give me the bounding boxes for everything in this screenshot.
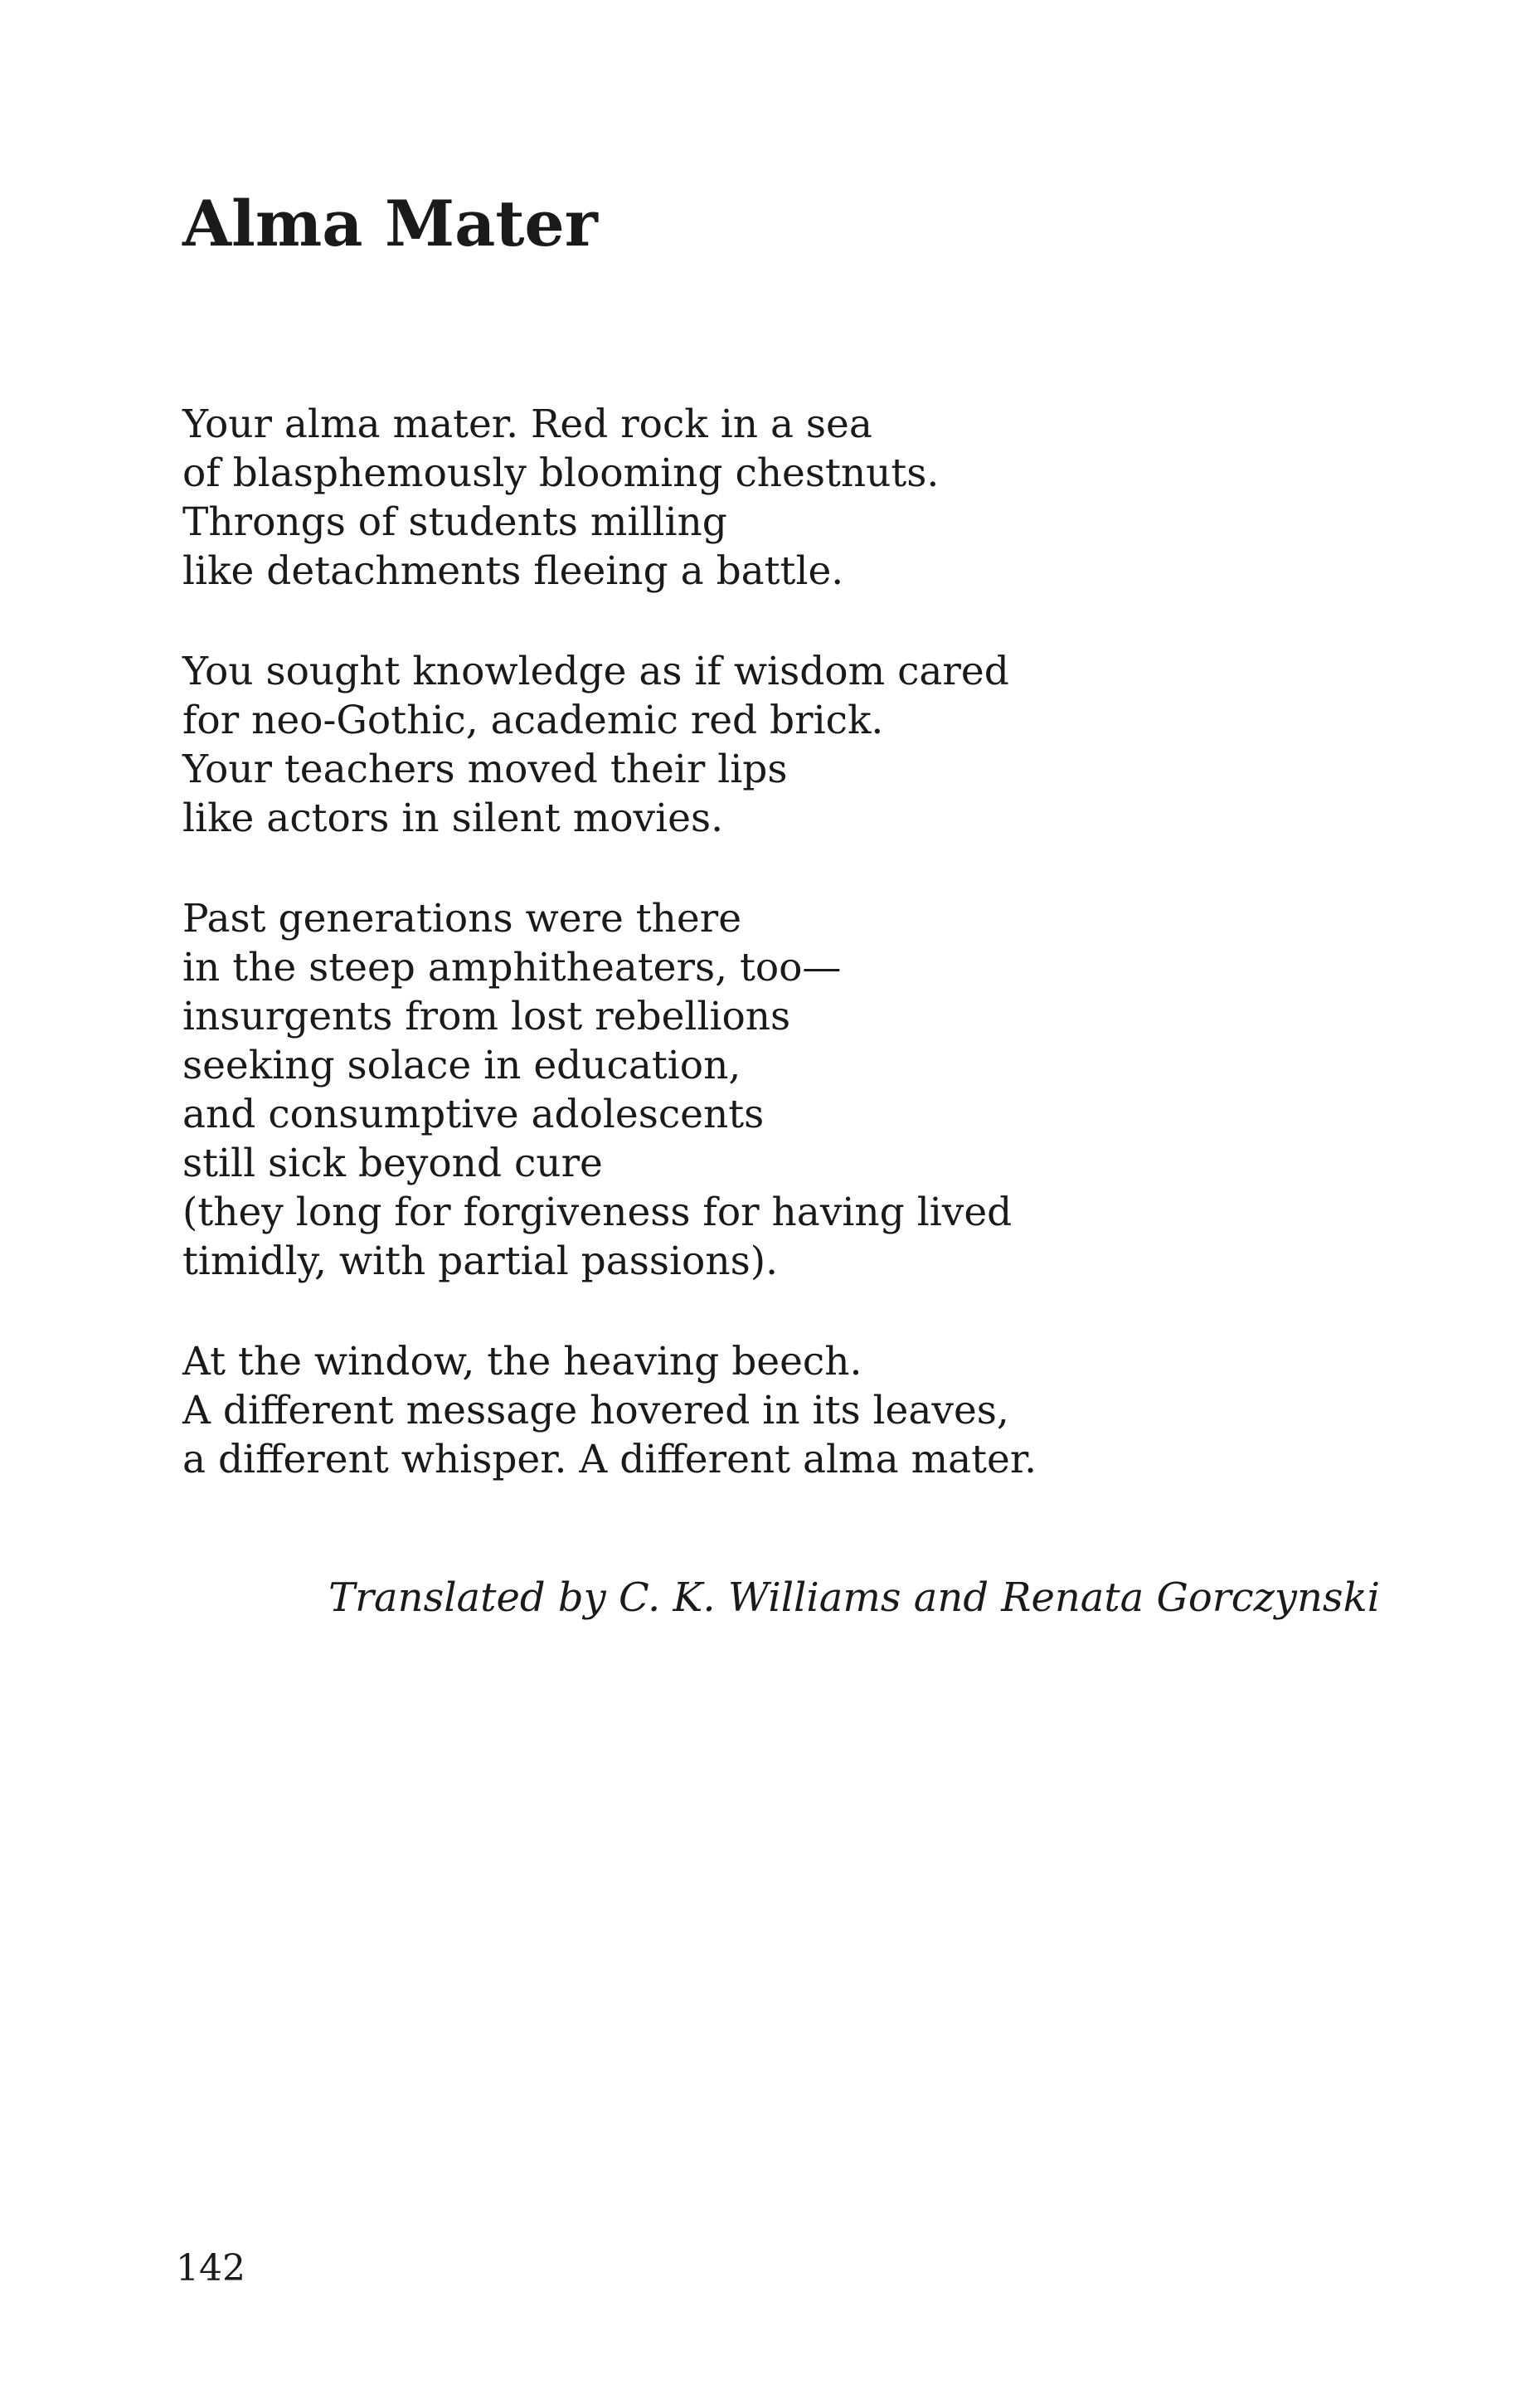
poem-line: Past generations were there [182,896,742,942]
poem-line: seeking solace in education, [182,1043,741,1088]
stanza-2 [182,647,1426,843]
poem-line: At the window, the heaving beech. [182,1339,862,1384]
poem-title: Alma Mater [182,187,598,260]
page-number: 142 [176,2247,245,2290]
poem-line: of blasphemously blooming chestnuts. [182,450,940,496]
poem-body [182,400,1426,1535]
poem-line: insurgents from lost rebellions [182,994,791,1039]
poem-line: Throngs of students milling [182,499,727,545]
poem-line: timidly, with partial passions). [182,1238,779,1284]
poem-line: like actors in silent movies. [182,796,724,841]
poem-line: (they long for forgiveness for having lived [182,1190,1013,1235]
poem-line: Your teachers moved their lips [182,747,788,792]
poem-line: like detachments fleeing a battle. [182,548,844,594]
poem-line: still sick beyond cure [182,1141,603,1186]
poem-line: for neo-Gothic, academic red brick. [182,698,884,743]
poem-line: Your alma mater. Red rock in a sea [182,401,872,447]
stanza-4 [182,1337,1426,1484]
poem-line: a different whisper. A different alma mater. [182,1437,1037,1482]
poem-line: A different message hovered in its leaves, [182,1388,1009,1433]
stanza-1 [182,400,1426,596]
poem-line: and consumptive adolescents [182,1092,765,1137]
poem-line: in the steep amphitheaters, too— [182,945,842,990]
poem-line: You sought knowledge as if wisdom cared [182,649,1009,694]
translator-credit: Translated by C. K. Williams and Renata Gorczynski [328,1574,1380,1621]
stanza-3 [182,894,1426,1286]
